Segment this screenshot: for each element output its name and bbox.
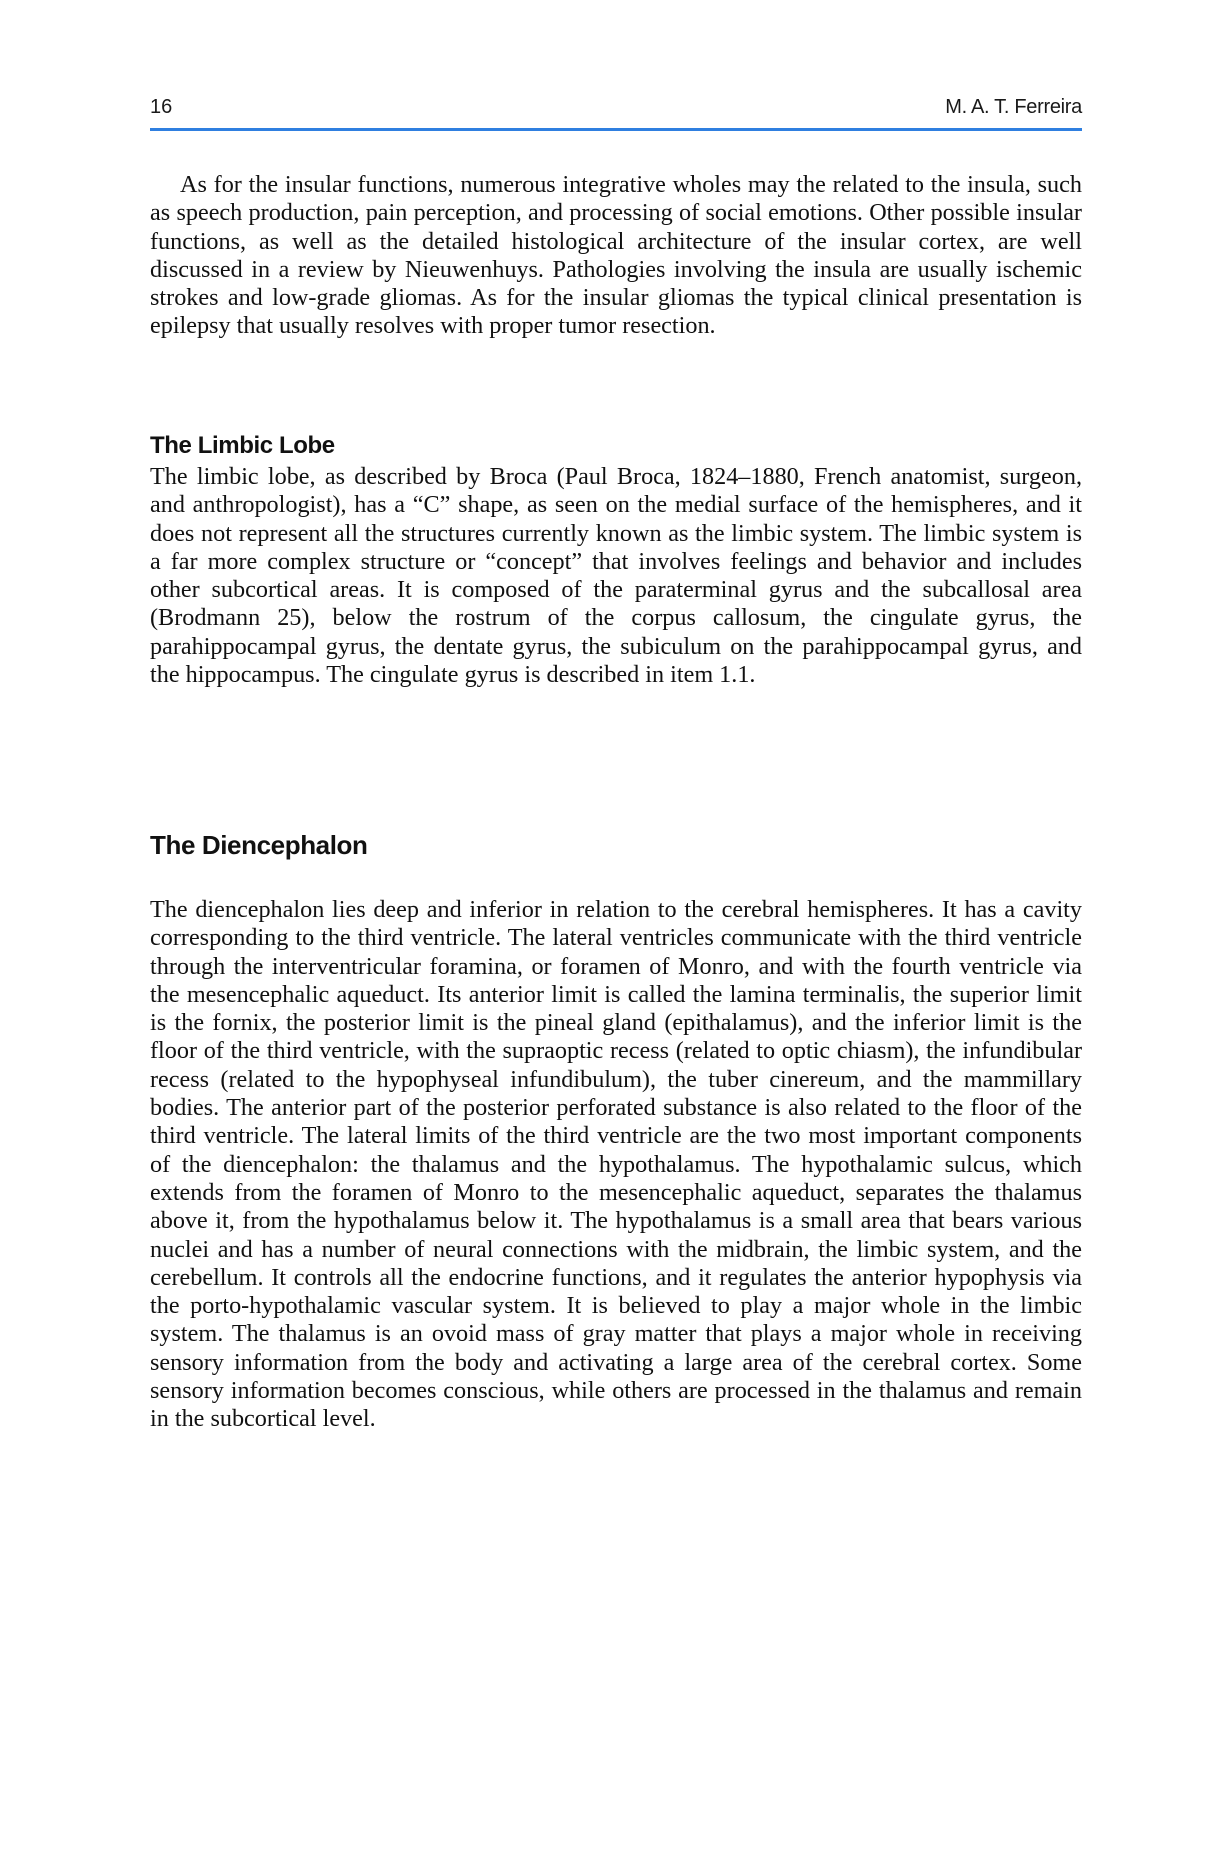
header-rule bbox=[150, 128, 1082, 131]
paragraph-limbic-lobe: The limbic lobe, as described by Broca (Paul Broca, 1824–1880, French anatomist, surgeon, and anthropologist), has a “C” shape, as seen on the medial surface of the hemispheres, and it does not represent all the structures currently known as the limbic system. The limbic system is a far more complex structure or “concept” that involves feelings and behavior and includes other subcortical areas. It is composed of the paraterminal gyrus and the subcallosal area (Brodmann 25), below the rostrum of the corpus callosum, the cingulate gyrus, the parahippocampal gyrus, the dentate gyrus, the subiculum on the parahippocampal gyrus, and the hippocampus. The cingulate gyrus is described in item 1.1. bbox=[150, 463, 1082, 689]
running-head bbox=[150, 96, 1082, 126]
page-number: 16 bbox=[150, 96, 173, 118]
section-heading-diencephalon: The Diencephalon bbox=[150, 830, 368, 860]
section-heading-limbic-lobe: The Limbic Lobe bbox=[150, 432, 335, 459]
paragraph-insular-functions: As for the insular functions, numerous integrative wholes may the related to the insula, such as speech production, pain perception, and processing of social emotions. Other possible insular functions, as well as the detailed histological architecture of the insular cortex, are well discussed in a review by Nieuwenhuys. Pathologies involving the insula are usually ischemic strokes and low-grade gliomas. As for the insular gliomas the typical clinical presentation is epilepsy that usually resolves with proper tumor resection. bbox=[150, 171, 1082, 340]
paragraph-diencephalon: The diencephalon lies deep and inferior in relation to the cerebral hemispheres. It has a cavity corresponding to the third ventricle. The lateral ventricles communicate with the third ventricle through the interventricular foramina, or foramen of Monro, and with the fourth ventricle via the mesencephalic aqueduct. Its anterior limit is called the lamina terminalis, the superior limit is the fornix, the posterior limit is the pineal gland (epithalamus), and the inferior limit is the floor of the third ventricle, with the supraoptic recess (related to optic chiasm), the infundibular recess (related to the hypophyseal infundibulum), the tuber cinereum, and the mammillary bodies. The anterior part of the posterior perforated substance is also related to the floor of the third ventricle. The lateral limits of the third ventricle are the two most important components of the diencephalon: the thalamus and the hypothalamus. The hypothalamic sulcus, which extends from the foramen of Monro to the mesencephalic aqueduct, separates the thalamus above it, from the hypothalamus below it. The hypothalamus is a small area that bears various nuclei and has a number of neural connections with the midbrain, the limbic system, and the cerebellum. It controls all the endocrine functions, and it regulates the anterior hypophysis via the porto-hypothalamic vascular system. It is believed to play a major whole in the limbic system. The thalamus is an ovoid mass of gray matter that plays a major whole in receiving sensory information from the body and activating a large area of the cerebral cortex. Some sensory information becomes conscious, while others are processed in the thalamus and remain in the subcortical level. bbox=[150, 896, 1082, 1433]
running-head-author: M. A. T. Ferreira bbox=[945, 96, 1082, 118]
